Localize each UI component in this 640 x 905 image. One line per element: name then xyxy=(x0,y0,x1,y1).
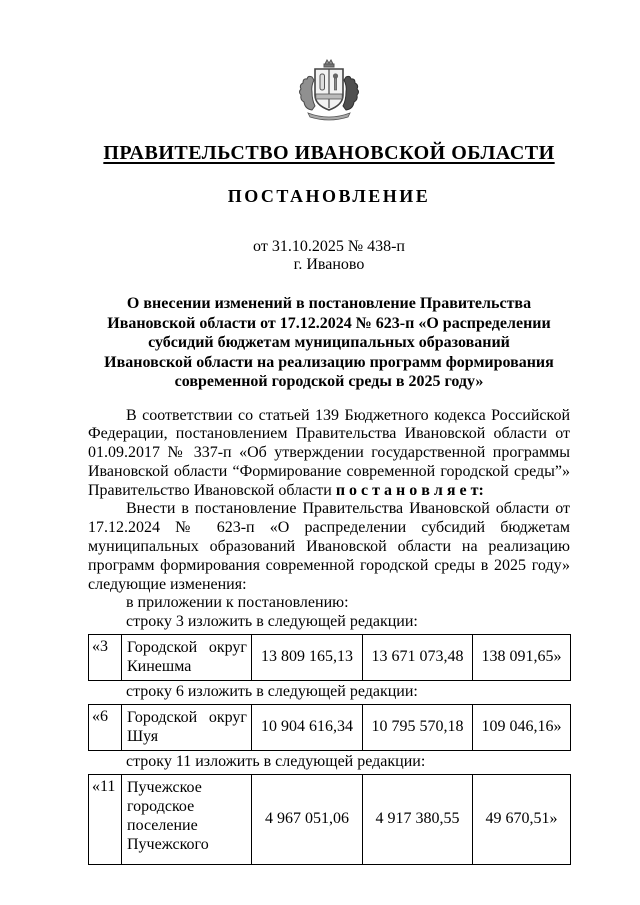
table-row xyxy=(89,635,571,681)
row-number-cell: «3 xyxy=(89,635,122,681)
table-row xyxy=(89,704,571,750)
amount-cell-1: 13 809 165,13 xyxy=(252,635,363,681)
amendment-intro-row3: строку 3 изложить в следующей редакции: xyxy=(126,613,418,631)
municipality-cell: Пучежское городское поселение Пучежского xyxy=(122,774,252,864)
doc-body xyxy=(88,407,570,865)
row-number-cell: «6 xyxy=(89,704,122,750)
ivanovo-oblast-coat-of-arms-icon xyxy=(292,58,366,124)
subject-line: современной городской среды в 2025 году» xyxy=(174,373,484,390)
municipality-cell: Городской округ Кинешма xyxy=(122,635,252,681)
body-paragraph-1 xyxy=(88,407,570,501)
amendment-table-row6 xyxy=(88,704,571,751)
doc-date-block xyxy=(88,238,570,274)
amount-cell-2: 13 671 073,48 xyxy=(363,635,473,681)
amount-cell-1: 4 967 051,06 xyxy=(252,774,363,864)
resolves-word: п о с т а н о в л я е т: xyxy=(335,481,484,499)
emblem-container xyxy=(88,0,570,129)
amendment-table-row3 xyxy=(88,634,571,681)
doc-type-title: ПОСТАНОВЛЕНИЕ xyxy=(227,186,431,206)
amount-cell-2: 10 795 570,18 xyxy=(363,704,473,750)
subject-line: Ивановской области на реализацию программ формирования xyxy=(104,353,554,371)
amount-cell-1: 10 904 616,34 xyxy=(252,704,363,750)
amendment-intro-row11: строку 11 изложить в следующей редакции: xyxy=(126,752,426,770)
amendment-intro-row6: строку 6 изложить в следующей редакции: xyxy=(126,683,418,701)
subject-line: субсидий бюджетам муниципальных образований xyxy=(148,334,510,351)
amount-cell-2: 4 917 380,55 xyxy=(363,774,473,864)
municipality-cell: Городской округ Шуя xyxy=(122,704,252,750)
amount-cell-3: 49 670,51» xyxy=(473,774,571,864)
appendix-line: в приложении к постановлению: xyxy=(126,594,349,612)
amount-cell-3: 138 091,65» xyxy=(473,635,571,681)
subject-line: Ивановской области от 17.12.2024 № 623-п «О распределении xyxy=(107,314,551,332)
table-row xyxy=(89,774,571,864)
amendment-table-row11 xyxy=(88,774,571,865)
amount-cell-3: 109 046,16» xyxy=(473,704,571,750)
doc-subject xyxy=(88,294,570,392)
body-paragraph-2: Внести в постановление Правительства Ивановской области от 17.12.2024 № 623-п «О распределении субсидий бюджетам муниципальных образований Ивановской области на реализацию программ формирования современной городской среды в 2025 году» следующие изменения: xyxy=(88,500,570,593)
paragraph-1-text: В соответствии со статьей 139 Бюджетного кодекса Российской Федерации, постановлением Правительства Ивановской области от 01.09.2017 № 337-п «Об утверждении государственной программы Ивановской области “Формирование современной городской среды”» Правительство Ивановской области xyxy=(88,406,570,499)
org-name: ПРАВИТЕЛЬСТВО ИВАНОВСКОЙ ОБЛАСТИ xyxy=(103,142,555,164)
row-number-cell: «11 xyxy=(89,774,122,864)
doc-date-line: от 31.10.2025 № 438-п xyxy=(253,238,405,255)
subject-line: О внесении изменений в постановление Правительства xyxy=(126,295,532,312)
doc-city-line: г. Иваново xyxy=(293,256,365,273)
